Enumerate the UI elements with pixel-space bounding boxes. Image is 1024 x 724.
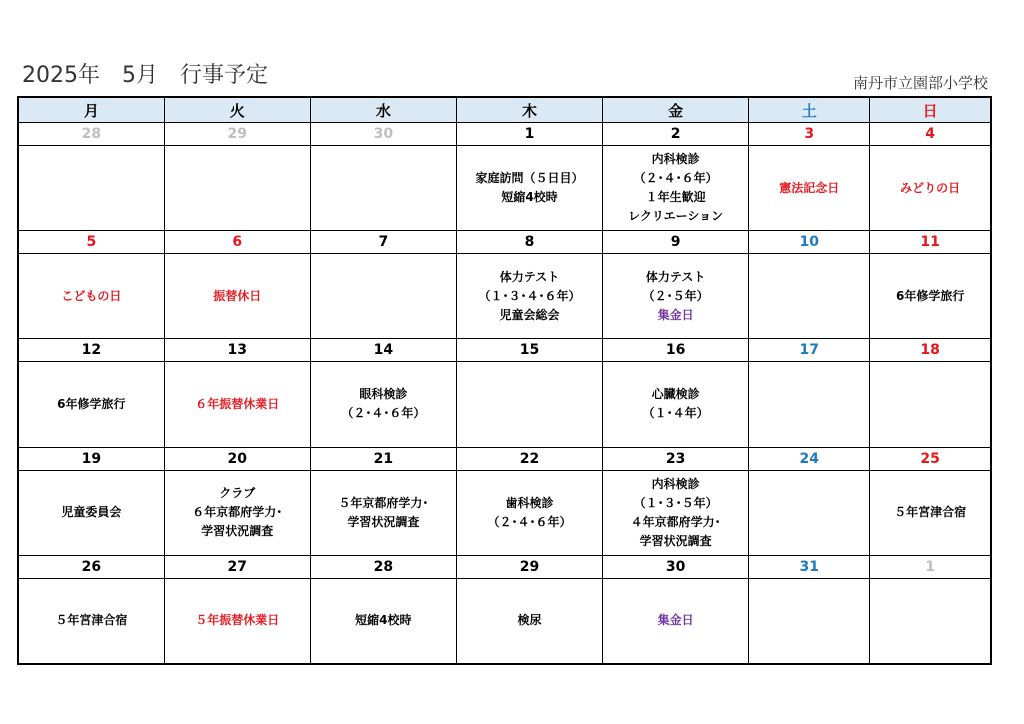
- event-text: こどもの日: [61, 288, 122, 303]
- date-cell-tue: 27: [164, 555, 310, 578]
- event-text: クラブ: [219, 486, 256, 501]
- date-cell-sat: 31: [749, 555, 870, 578]
- event-cell-wed: [310, 470, 456, 555]
- event-text: １年生歓迎: [645, 190, 706, 205]
- event-row: [18, 254, 991, 339]
- event-text: レクリエーション: [628, 209, 724, 224]
- event-text: ５年宮津合宿: [894, 505, 967, 520]
- date-cell-fri: 23: [603, 447, 749, 470]
- event-text: 集金日: [657, 307, 694, 322]
- event-text: ４年京都府学力･: [630, 514, 721, 529]
- event-text: 児童委員会: [61, 505, 122, 520]
- event-row: [18, 146, 991, 231]
- date-row: [18, 231, 991, 254]
- event-cell-thu: [456, 578, 602, 664]
- event-cell-mon: [18, 578, 164, 664]
- weekday-header-row: [18, 97, 991, 123]
- event-text: 学習状況調査: [639, 533, 712, 548]
- date-cell-wed: 21: [310, 447, 456, 470]
- weekday-tue: 火: [164, 97, 310, 123]
- date-cell-mon: 28: [18, 123, 164, 146]
- event-cell-fri: [603, 578, 749, 664]
- event-cell-sat: [749, 254, 870, 339]
- event-cell-sun: [870, 146, 991, 231]
- event-cell-sun: [870, 254, 991, 339]
- event-text: （１･３･４･６年）: [478, 288, 581, 303]
- event-cell-thu: [456, 362, 602, 447]
- event-text: （２･４･６年）: [487, 514, 572, 529]
- date-cell-sat: 24: [749, 447, 870, 470]
- date-cell-wed: 30: [310, 123, 456, 146]
- event-text: （１･４年）: [642, 406, 709, 421]
- date-cell-wed: 7: [310, 231, 456, 254]
- weekday-sat: 土: [749, 97, 870, 123]
- event-text: （２･５年）: [642, 288, 709, 303]
- date-cell-sun: 1: [870, 555, 991, 578]
- school-name: 南丹市立園部小学校: [852, 74, 988, 92]
- event-text: 6年修学旅行: [895, 288, 965, 303]
- date-cell-fri: 9: [603, 231, 749, 254]
- event-text: 憲法記念日: [779, 180, 840, 195]
- weekday-sun: 日: [870, 97, 991, 123]
- event-row: [18, 470, 991, 555]
- calendar-body: [18, 123, 991, 665]
- event-row: [18, 578, 991, 664]
- event-cell-sun: [870, 578, 991, 664]
- date-cell-mon: 26: [18, 555, 164, 578]
- date-cell-sat: 3: [749, 123, 870, 146]
- date-cell-mon: 5: [18, 231, 164, 254]
- event-cell-fri: [603, 470, 749, 555]
- event-cell-sat: [749, 470, 870, 555]
- date-cell-tue: 29: [164, 123, 310, 146]
- event-text: 体力テスト: [499, 269, 560, 284]
- date-cell-sun: 4: [870, 123, 991, 146]
- event-cell-mon: [18, 470, 164, 555]
- date-cell-fri: 30: [603, 555, 749, 578]
- date-cell-mon: 19: [18, 447, 164, 470]
- event-text: （２･４･６年）: [633, 171, 718, 186]
- calendar-table: [17, 96, 992, 665]
- date-cell-tue: 6: [164, 231, 310, 254]
- date-row: [18, 555, 991, 578]
- event-text: 児童会総会: [499, 307, 560, 322]
- event-cell-tue: [164, 254, 310, 339]
- date-cell-sat: 17: [749, 339, 870, 362]
- date-cell-wed: 14: [310, 339, 456, 362]
- event-text: ５年宮津合宿: [55, 613, 128, 628]
- event-text: （２･４･６年）: [341, 406, 426, 421]
- weekday-mon: 月: [18, 97, 164, 123]
- event-text: （１･３･５年）: [633, 495, 718, 510]
- event-text: 短縮4校時: [355, 613, 412, 628]
- date-cell-wed: 28: [310, 555, 456, 578]
- event-cell-fri: [603, 362, 749, 447]
- date-cell-thu: 8: [456, 231, 602, 254]
- event-text: 内科検診: [651, 476, 700, 491]
- date-cell-sun: 18: [870, 339, 991, 362]
- event-cell-tue: [164, 578, 310, 664]
- event-cell-wed: [310, 362, 456, 447]
- event-cell-sat: [749, 362, 870, 447]
- date-cell-tue: 20: [164, 447, 310, 470]
- event-cell-wed: [310, 578, 456, 664]
- date-row: [18, 447, 991, 470]
- event-cell-sat: [749, 578, 870, 664]
- event-cell-fri: [603, 254, 749, 339]
- event-cell-fri: [603, 146, 749, 231]
- event-text: 眼科検診: [359, 387, 408, 402]
- event-text: ５年京都府学力･: [338, 495, 429, 510]
- event-cell-mon: [18, 362, 164, 447]
- event-text: 心臓検診: [651, 387, 700, 402]
- event-cell-wed: [310, 254, 456, 339]
- date-row: [18, 339, 991, 362]
- event-text: 学習状況調査: [201, 524, 274, 539]
- page-title: 2025年 5月 行事予定: [22, 63, 268, 88]
- event-cell-mon: [18, 146, 164, 231]
- event-text: ６年京都府学力･: [192, 505, 283, 520]
- date-cell-thu: 29: [456, 555, 602, 578]
- event-text: みどりの日: [900, 180, 961, 195]
- event-text: 集金日: [657, 613, 694, 628]
- event-text: 振替休日: [213, 288, 262, 303]
- event-cell-sat: [749, 146, 870, 231]
- event-cell-tue: [164, 470, 310, 555]
- event-text: 内科検診: [651, 152, 700, 167]
- date-cell-fri: 16: [603, 339, 749, 362]
- event-text: ５年振替休業日: [195, 613, 280, 628]
- event-cell-sun: [870, 362, 991, 447]
- event-cell-tue: [164, 362, 310, 447]
- event-text: 体力テスト: [645, 269, 706, 284]
- event-cell-thu: [456, 254, 602, 339]
- date-cell-thu: 1: [456, 123, 602, 146]
- date-cell-sun: 11: [870, 231, 991, 254]
- event-cell-thu: [456, 146, 602, 231]
- event-cell-tue: [164, 146, 310, 231]
- event-cell-thu: [456, 470, 602, 555]
- event-text: 歯科検診: [505, 495, 554, 510]
- event-row: [18, 362, 991, 447]
- event-cell-wed: [310, 146, 456, 231]
- event-text: 学習状況調査: [347, 514, 420, 529]
- date-cell-sat: 10: [749, 231, 870, 254]
- date-cell-tue: 13: [164, 339, 310, 362]
- event-text: ６年振替休業日: [195, 396, 280, 411]
- weekday-fri: 金: [603, 97, 749, 123]
- event-cell-sun: [870, 470, 991, 555]
- event-text: 短縮4校時: [501, 190, 558, 205]
- weekday-wed: 水: [310, 97, 456, 123]
- date-cell-mon: 12: [18, 339, 164, 362]
- event-text: 6年修学旅行: [57, 396, 126, 411]
- weekday-thu: 木: [456, 97, 602, 123]
- date-row: [18, 123, 991, 146]
- date-cell-thu: 15: [456, 339, 602, 362]
- date-cell-thu: 22: [456, 447, 602, 470]
- date-cell-sun: 25: [870, 447, 991, 470]
- event-text: 家庭訪問（５日目）: [475, 171, 584, 186]
- date-cell-fri: 2: [603, 123, 749, 146]
- event-cell-mon: [18, 254, 164, 339]
- event-text: 検尿: [517, 613, 542, 628]
